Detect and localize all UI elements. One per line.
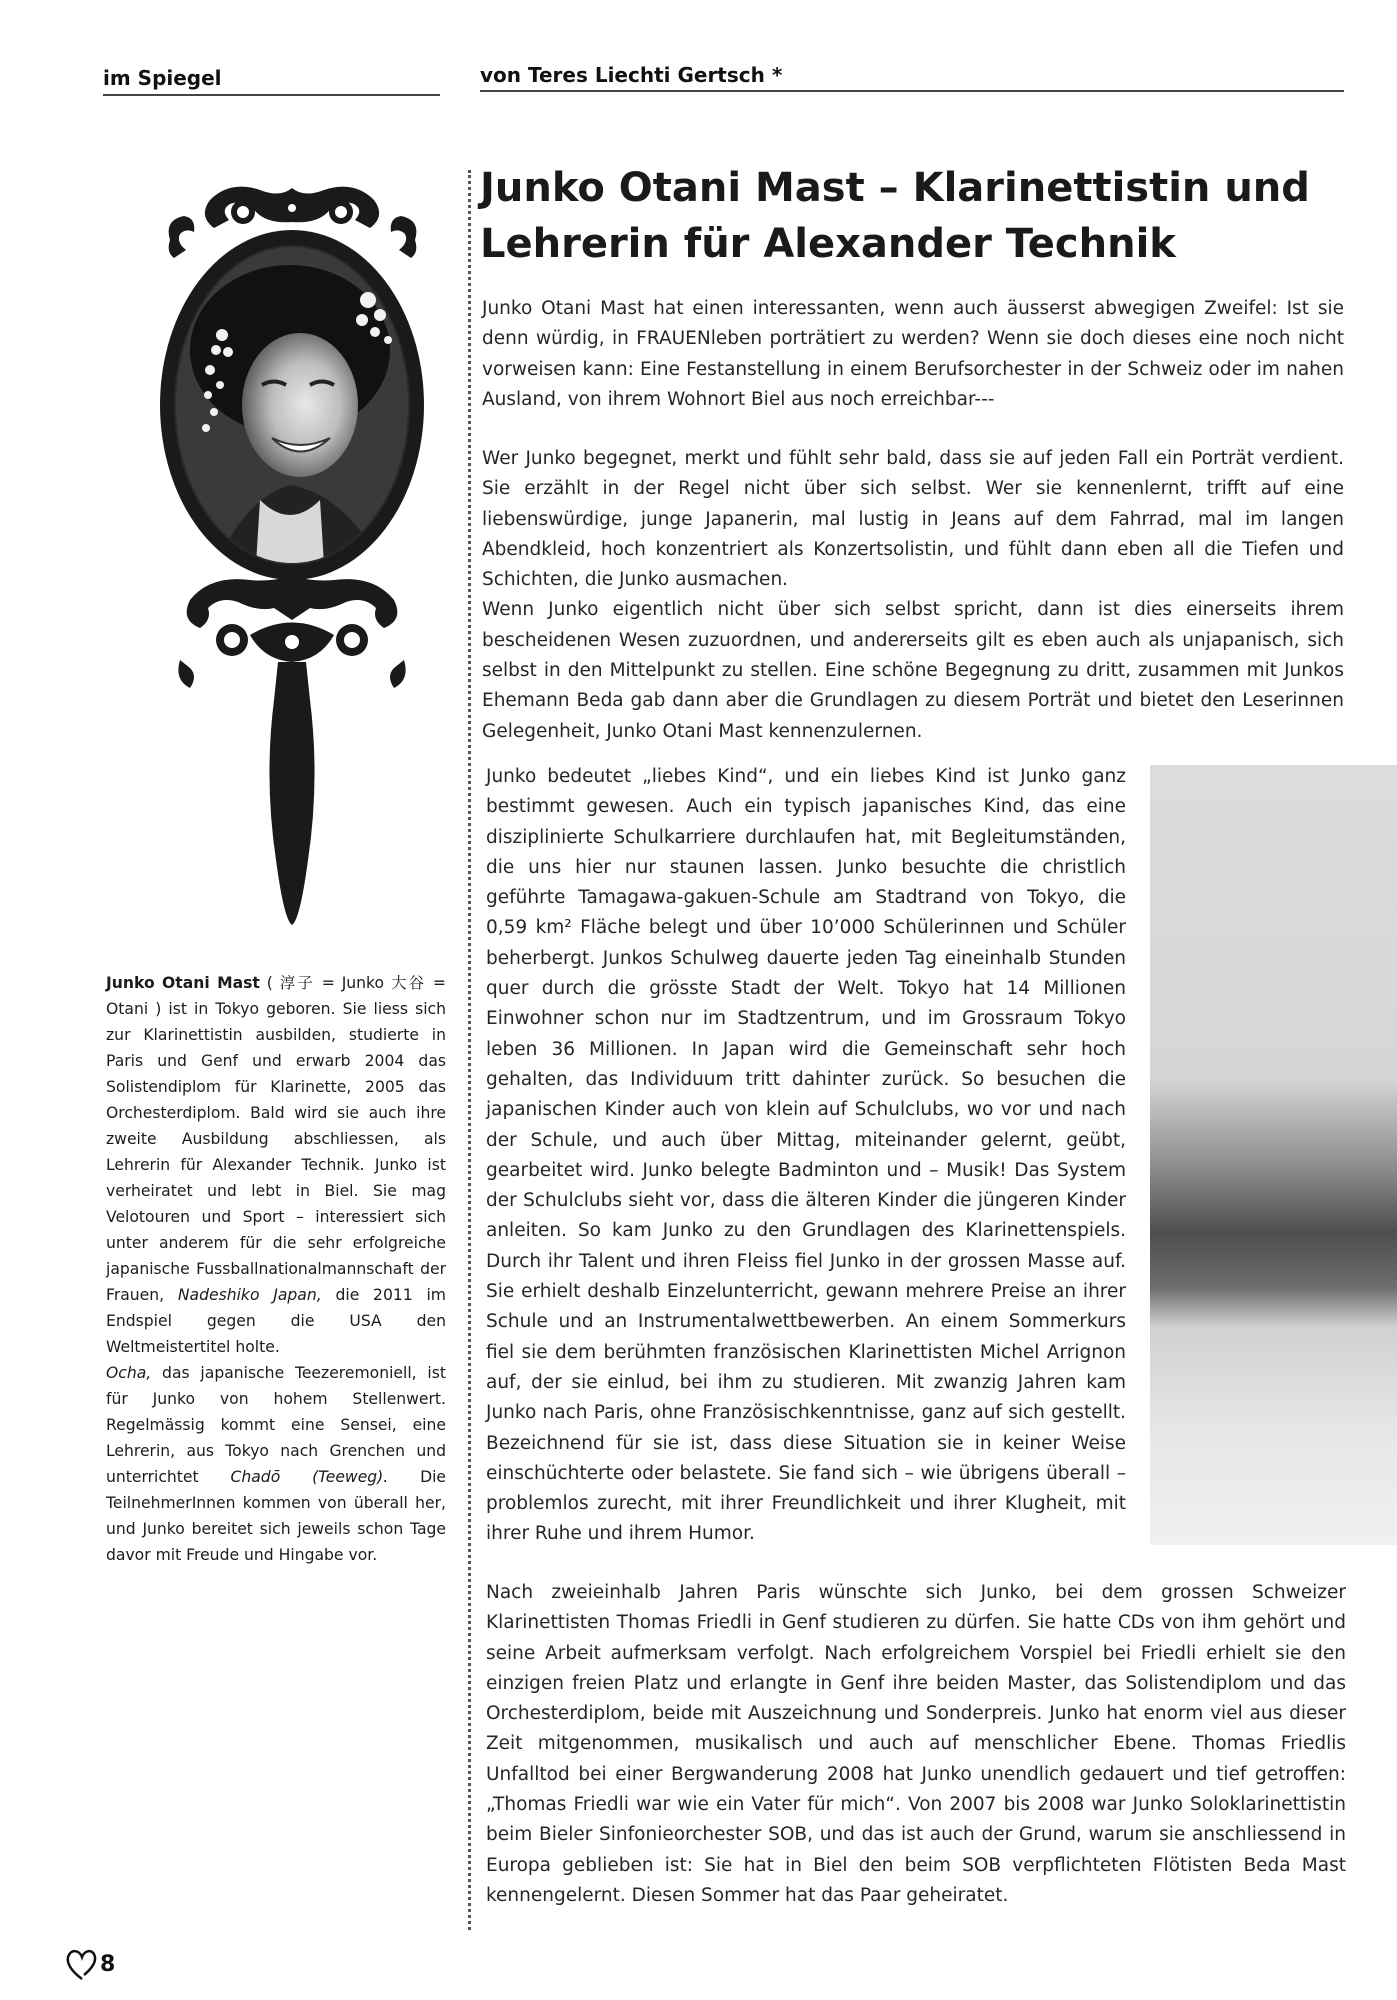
caption-ocha: Ocha, bbox=[106, 1364, 152, 1382]
caption-team: Nadeshiko Japan, bbox=[177, 1286, 322, 1304]
header-rule-right bbox=[480, 90, 1344, 92]
heart-icon bbox=[62, 1945, 102, 1985]
article-section-2 bbox=[482, 444, 1344, 747]
paragraph-4: Junko bedeutet „liebes Kind“, und ein liebes Kind ist Junko ganz bestimmt gewesen. Auch ein typisch japanisches Kind, das eine disziplinierte Schulkarriere durchlaufen hat, mit Begleitumständen, die uns hier nur staunen lassen. Junko besuchte die christlich geführte Tamagawa-gakuen-Schule am Stadtrand von Tokyo, die 0,59 km² Fläche belegt und über 10’000 Schülerinnen und Schüler beherbergt. Junkos Schulweg dauerte jeden Tag eineinhalb Stunden quer durch die grösste Stadt der Welt. Tokyo hat 14 Millionen Einwohner schon nur im Stadtzentrum, und im Grossraum Tokyo leben 36 Millionen. In Japan wird die Gemeinschaft sehr hoch gehalten, das Individuum tritt dahinter zurück. So besuchen die japanischen Kinder auch von klein auf Schulclubs, wo vor und nach der Schule, und auch über Mittag, miteinander gelernt, geübt, gearbeitet wird. Junko belegte Badminton und – Musik! Das System der Schulclubs sieht vor, dass die älteren Kinder die jüngeren Kinder anleiten. So kam Junko zu den Grundlagen des Klarinettenspiels. Durch ihr Talent und ihren Fleiss fiel Junko in der grossen Masse auf. Sie erhielt deshalb Einzelunterricht, gewann mehrere Preise an ihrer Schule und an Instrumentalwettbewerben. An einem Sommerkurs fiel sie dem berühmten französischen Klarinettisten Michel Arrignon auf, der sie einlud, bei ihm zu studieren. Mit zwanzig Jahren kam Junko nach Paris, ohne Französischkenntnisse, ganz auf sich gestellt. Bezeichnend für sie ist, dass diese Situation sie in keiner Weise einschüchterte oder belastete. Sie fand sich – wie übrigens überall – problemlos zurecht, mit ihrer Freundlichkeit und ihrer Klugheit, mit ihrer Ruhe und ihrem Humor. bbox=[486, 766, 1126, 1545]
caption-after-ocha: das japanische Teezeremoniell, ist für Junko von hohem Stellenwert. Regelmässig kommt eine Sensei, eine Lehrerin, aus Tokyo nach Grenchen und unterrichtet bbox=[106, 1364, 446, 1486]
article-column bbox=[486, 762, 1126, 1550]
intro-paragraph: Junko Otani Mast hat einen interessanten, wenn auch äusserst abwegigen Zweifel: Ist sie denn würdig, in FRAUENleben porträtiert zu werden? Wenn sie doch dieses eine noch nicht vorweisen kann: Eine Festanstellung in einem Berufsorchester in der Schweiz oder im nahen Ausland, von ihrem Wohnort Biel aus noch erreichbar--- bbox=[482, 298, 1344, 410]
column-divider bbox=[468, 170, 471, 1930]
article-intro bbox=[482, 294, 1344, 415]
paragraph-3: Wenn Junko eigentlich nicht über sich selbst spricht, dann ist dies einerseits ihrem bescheidenen Wesen zuzuordnen, und andererseits gilt es eben auch als unjapanisch, sich selbst in den Mittelpunkt zu stellen. Eine schöne Begegnung zu dritt, zusammen mit Junkos Ehemann Beda gab dann aber die Grundlagen zu diesem Porträt und bietet den Leserinnen Gelegenheit, Junko Otani Mast kennenzulernen. bbox=[482, 599, 1344, 742]
paragraph-5: Nach zweieinhalb Jahren Paris wünschte sich Junko, bei dem grossen Schweizer Klarinettisten Thomas Friedli in Genf studieren zu dürfen. Sie hatte CDs von ihm gehört und seine Arbeit aufmerksam verfolgt. Nach erfolgreichem Vorspiel bei Friedli erhielt sie den einzigen freien Platz und erlangte in Genf ihre beiden Master, das Solistendiplom und das Orchesterdiplom, beide mit Auszeichnung und Sonderpreis. Junko hat enorm viel aus dieser Zeit mitgenommen, musikalisch und auch auf menschlicher Ebene. Thomas Friedlis Unfalltod bei einer Bergwanderung 2008 hat Junko unendlich gedauert und tief getroffen: „Thomas Friedli war wie ein Vater für mich“. Von 2007 bis 2008 war Junko Soloklarinettistin beim Bieler Sinfonieorchester SOB, und das ist auch der Grund, warum sie anschliessend in Europa geblieben ist: Sie hat in Biel den beim SOB verpflichteten Flötisten Beda Mast kennengelernt. Diesen Sommer hat das Paar geheiratet. bbox=[486, 1582, 1346, 1906]
caption-intro: ( 淳子 = Junko 大谷 = Otani ) ist in Tokyo geboren. Sie liess sich zur Klarinettistin ausbilden, studierte in Paris und Genf und erwarb 2004 das Solistendiplom für Klarinette, 2005 das Orchesterdiplom. Bald wird sie auch ihre zweite Ausbildung abschliessen, als Lehrerin für Alexander Technik. Junko ist verheiratet und lebt in Biel. Sie mag Velotouren und Sport – interessiert sich unter anderem für die sehr erfolgreiche japanische Fussballnationalmannschaft der Frauen, bbox=[106, 974, 447, 1304]
caption-after-chado: Die TeilnehmerInnen kommen von überall her, und Junko bereitet sich jeweils schon Tage davor mit Freude und Hingabe vor. bbox=[106, 1468, 446, 1564]
header-rule-left bbox=[103, 94, 440, 96]
mirror-portrait-illustration bbox=[150, 180, 435, 930]
caption-after-team: die 2011 im Endspiel gegen die USA den Weltmeistertitel holte. bbox=[106, 1286, 446, 1356]
caption-name: Junko Otani Mast bbox=[106, 974, 260, 992]
title-line-2: Lehrerin für Alexander Technik bbox=[480, 221, 1176, 267]
author-byline: von Teres Liechti Gertsch * bbox=[480, 63, 783, 87]
title-line-1: Junko Otani Mast – Klarinettistin und bbox=[480, 165, 1310, 211]
landscape-photo bbox=[1150, 765, 1397, 1545]
paragraph-2: Wer Junko begegnet, merkt und fühlt sehr bald, dass sie auf jeden Fall ein Porträt verdient. Sie erzählt in der Regel nicht über sich selbst. Wer sie kennenlernt, trifft auf eine liebenswürdige, junge Japanerin, mal lustig in Jeans auf dem Fahrrad, mal im langen Abendkleid, hoch konzentriert als Konzertsolistin, und fühlt dann eben all die Tiefen und Schichten, die Junko ausmachen. bbox=[482, 448, 1344, 591]
page-number: 8 bbox=[100, 1952, 116, 1977]
article-title bbox=[480, 160, 1340, 272]
article-column-wide bbox=[486, 1578, 1346, 1911]
section-label: im Spiegel bbox=[103, 66, 222, 90]
portrait-caption bbox=[106, 970, 446, 1568]
caption-chado: Chadō (Teeweg). bbox=[230, 1468, 389, 1486]
